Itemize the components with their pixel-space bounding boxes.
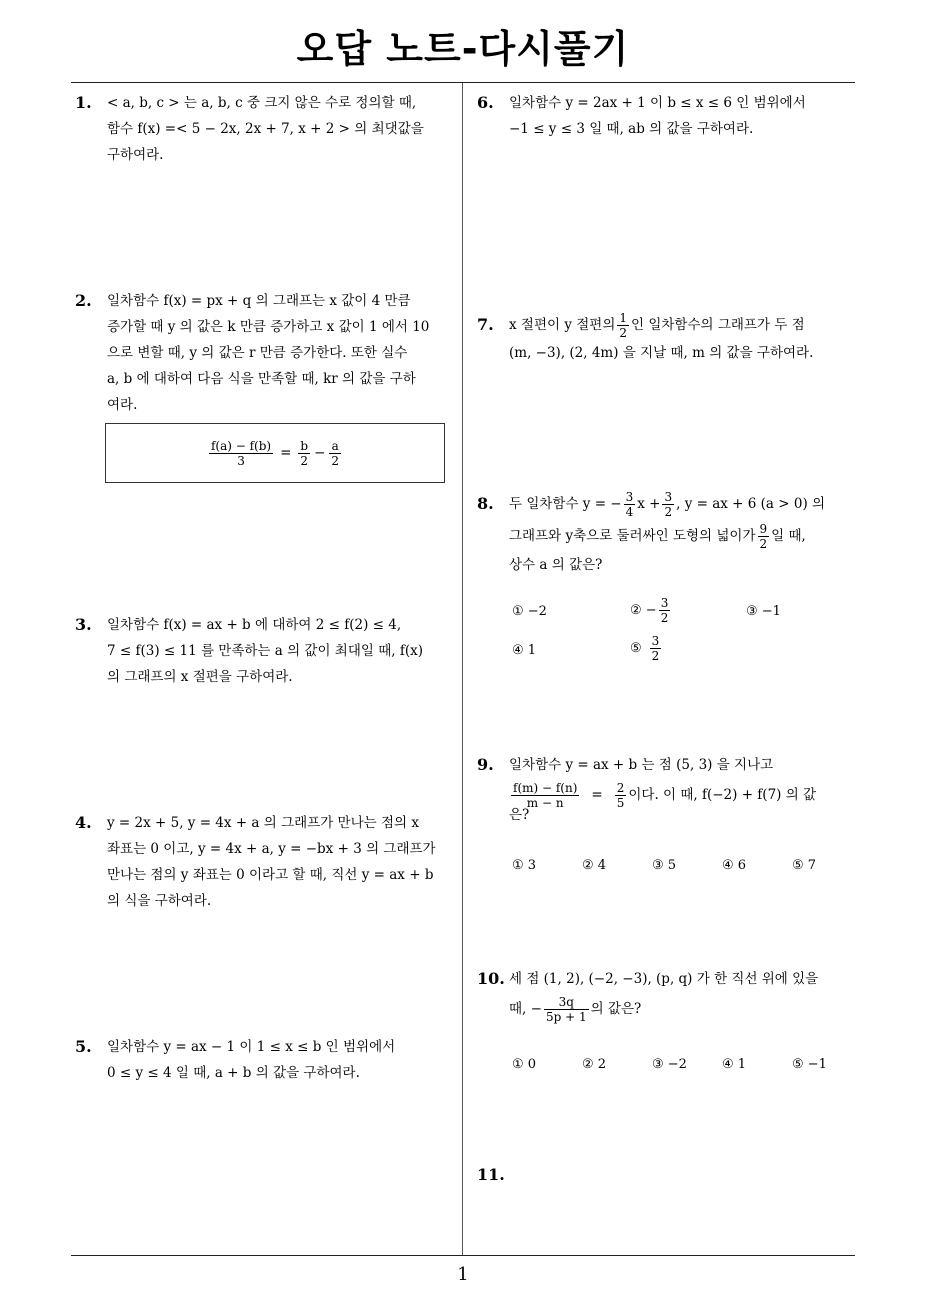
problem-text-line: 일차함수 y = ax + b 는 점 (5, 3) 을 지나고 [509, 757, 774, 773]
problem-text-line: 일차함수 y = 2ax + 1 이 b ≤ x ≤ 6 인 범위에서 [509, 95, 806, 111]
choice-5[interactable]: ⑤ 7 [792, 858, 817, 873]
problem-text-line: $\frac{f(m) - f(n)}{m - n}$ = $\frac{2}{5}$ 이다. 이 때, f(−2) + f(7) 의 값 [513, 780, 817, 810]
choice-3[interactable]: ③ −1 [746, 604, 781, 619]
problem-text-line: 만나는 점의 y 좌표는 0 이라고 할 때, 직선 y = ax + b [107, 867, 434, 883]
top-rule [71, 82, 855, 83]
problem-number: 8. [477, 494, 494, 513]
problem-text-line: 일차함수 f(x) = px + q 의 그래프는 x 값이 4 만큼 [107, 293, 411, 309]
problem-text-line: 증가할 때 y 의 값은 k 만큼 증가하고 x 값이 1 에서 10 [107, 319, 430, 335]
problem-text-line: 의 식을 구하여라. [107, 893, 212, 909]
problem-text-line: 함수 f(x) =< 5 − 2x, 2x + 7, x + 2 > 의 최댓값을 [107, 121, 424, 137]
problem-text-line: 두 일차함수 y = − $\frac{3}{4}$ x + $\frac{3}{2}$ , y = ax + 6 (a > 0) 의 [509, 489, 826, 519]
fraction: $\frac{1}{2}$ [619, 310, 628, 340]
problem-9 [477, 752, 859, 828]
choice-4[interactable]: ④ 6 [722, 858, 747, 873]
choice-4[interactable]: ④ 1 [722, 1057, 747, 1072]
fraction: $\frac{3q}{5p + 1}$ [545, 994, 587, 1024]
problem-text-line: 여라. [107, 397, 138, 413]
choice-2[interactable]: ② 4 [582, 858, 607, 873]
choice-2[interactable]: ② 2 [582, 1057, 607, 1072]
problem-10 [477, 966, 859, 1026]
problem-5 [75, 1034, 455, 1086]
problem-text-line: x 절편이 y 절편의 $\frac{1}{2}$ 인 일차함수의 그래프가 두 점 [509, 310, 805, 340]
problem-text-line: 7 ≤ f(3) ≤ 11 를 만족하는 a 의 값이 최대일 때, f(x) [107, 643, 423, 659]
problem-2 [75, 288, 455, 418]
problem-text-line: 구하여라. [107, 147, 164, 163]
choice-2[interactable]: ② − $\frac{3}{2}$ [630, 596, 669, 625]
problem-text-line: a, b 에 대하여 다음 식을 만족할 때, kr 의 값을 구하 [107, 371, 416, 387]
problem-text-line: 으로 변할 때, y 의 값은 r 만큼 증가한다. 또한 실수 [107, 345, 408, 361]
problem-6 [477, 90, 859, 142]
problem-number: 10. [477, 969, 505, 988]
problem-text-line: y = 2x + 5, y = 4x + a 의 그래프가 만나는 점의 x [107, 815, 419, 831]
problem-text-line: 일차함수 f(x) = ax + b 에 대하여 2 ≤ f(2) ≤ 4, [107, 617, 402, 633]
problem-number: 1. [75, 93, 92, 112]
problem-text-line: (m, −3), (2, 4m) 을 지날 때, m 의 값을 구하여라. [509, 345, 814, 361]
problem-text-line: 은? [509, 807, 530, 823]
column-divider [462, 83, 463, 1255]
fraction: $\frac{2}{5}$ [616, 780, 625, 810]
fraction: $\frac{3}{4}$ [625, 489, 634, 519]
fraction: $\frac{9}{2}$ [759, 521, 768, 551]
condition-box: $\frac{f(a) - f(b)}{3}$ = $\frac{b}{2}$ − $\frac{a}{2}$ [105, 423, 445, 483]
problem-text-line: 일차함수 y = ax − 1 이 1 ≤ x ≤ b 인 범위에서 [107, 1039, 396, 1055]
fraction: $\frac{f(a) - f(b)}{3}$ [210, 438, 272, 468]
problem-8 [477, 488, 859, 578]
problem-text-line: 의 그래프의 x 절편을 구하여라. [107, 669, 293, 685]
problem-text-line: 세 점 (1, 2), (−2, −3), (p, q) 가 한 직선 위에 있을 [509, 971, 819, 987]
problem-4 [75, 810, 455, 914]
problem-number: 2. [75, 291, 92, 310]
choice-5[interactable]: ⑤ −1 [792, 1057, 827, 1072]
choice-3[interactable]: ③ −2 [652, 1057, 687, 1072]
page-title: 오답 노트-다시풀기 [296, 27, 630, 71]
choice-5[interactable]: ⑤ $\frac{3}{2}$ [630, 634, 660, 663]
choice-1[interactable]: ① 3 [512, 858, 537, 873]
page-number: 1 [457, 1264, 469, 1285]
problem-text-line: 0 ≤ y ≤ 4 일 때, a + b 의 값을 구하여라. [107, 1065, 360, 1081]
problem-text-line: 좌표는 0 이고, y = 4x + a, y = −bx + 3 의 그래프가 [107, 841, 436, 857]
problem-11-number: 11. [477, 1165, 505, 1184]
choice-1[interactable]: ① 0 [512, 1057, 537, 1072]
problem-number: 7. [477, 315, 494, 334]
problem-number: 3. [75, 615, 92, 634]
choice-3[interactable]: ③ 5 [652, 858, 677, 873]
problem-1 [75, 90, 455, 168]
problem-number: 9. [477, 755, 494, 774]
fraction: $\frac{f(m) - f(n)}{m - n}$ [513, 780, 578, 810]
problem-number: 4. [75, 813, 92, 832]
problem-text-line: 때, − $\frac{3q}{5p + 1}$ 의 값은? [509, 994, 642, 1024]
fraction: $\frac{a}{2}$ [331, 438, 340, 468]
problem-text-line: < a, b, c > 는 a, b, c 중 크지 않은 수로 정의할 때, [107, 95, 417, 111]
problem-text-line: 상수 a 의 값은? [509, 557, 603, 573]
problem-number: 6. [477, 93, 494, 112]
problem-3 [75, 612, 455, 690]
problem-text-line: 그래프와 y축으로 둘러싸인 도형의 넓이가 $\frac{9}{2}$ 일 때, [509, 521, 806, 551]
problem-number: 5. [75, 1037, 92, 1056]
fraction: $\frac{b}{2}$ [300, 438, 309, 468]
fraction: $\frac{3}{2}$ [664, 489, 673, 519]
choice-1[interactable]: ① −2 [512, 604, 547, 619]
problem-text-line: −1 ≤ y ≤ 3 일 때, ab 의 값을 구하여라. [509, 121, 754, 137]
bottom-rule [71, 1255, 855, 1256]
problem-7 [477, 310, 859, 366]
choice-4[interactable]: ④ 1 [512, 643, 537, 658]
